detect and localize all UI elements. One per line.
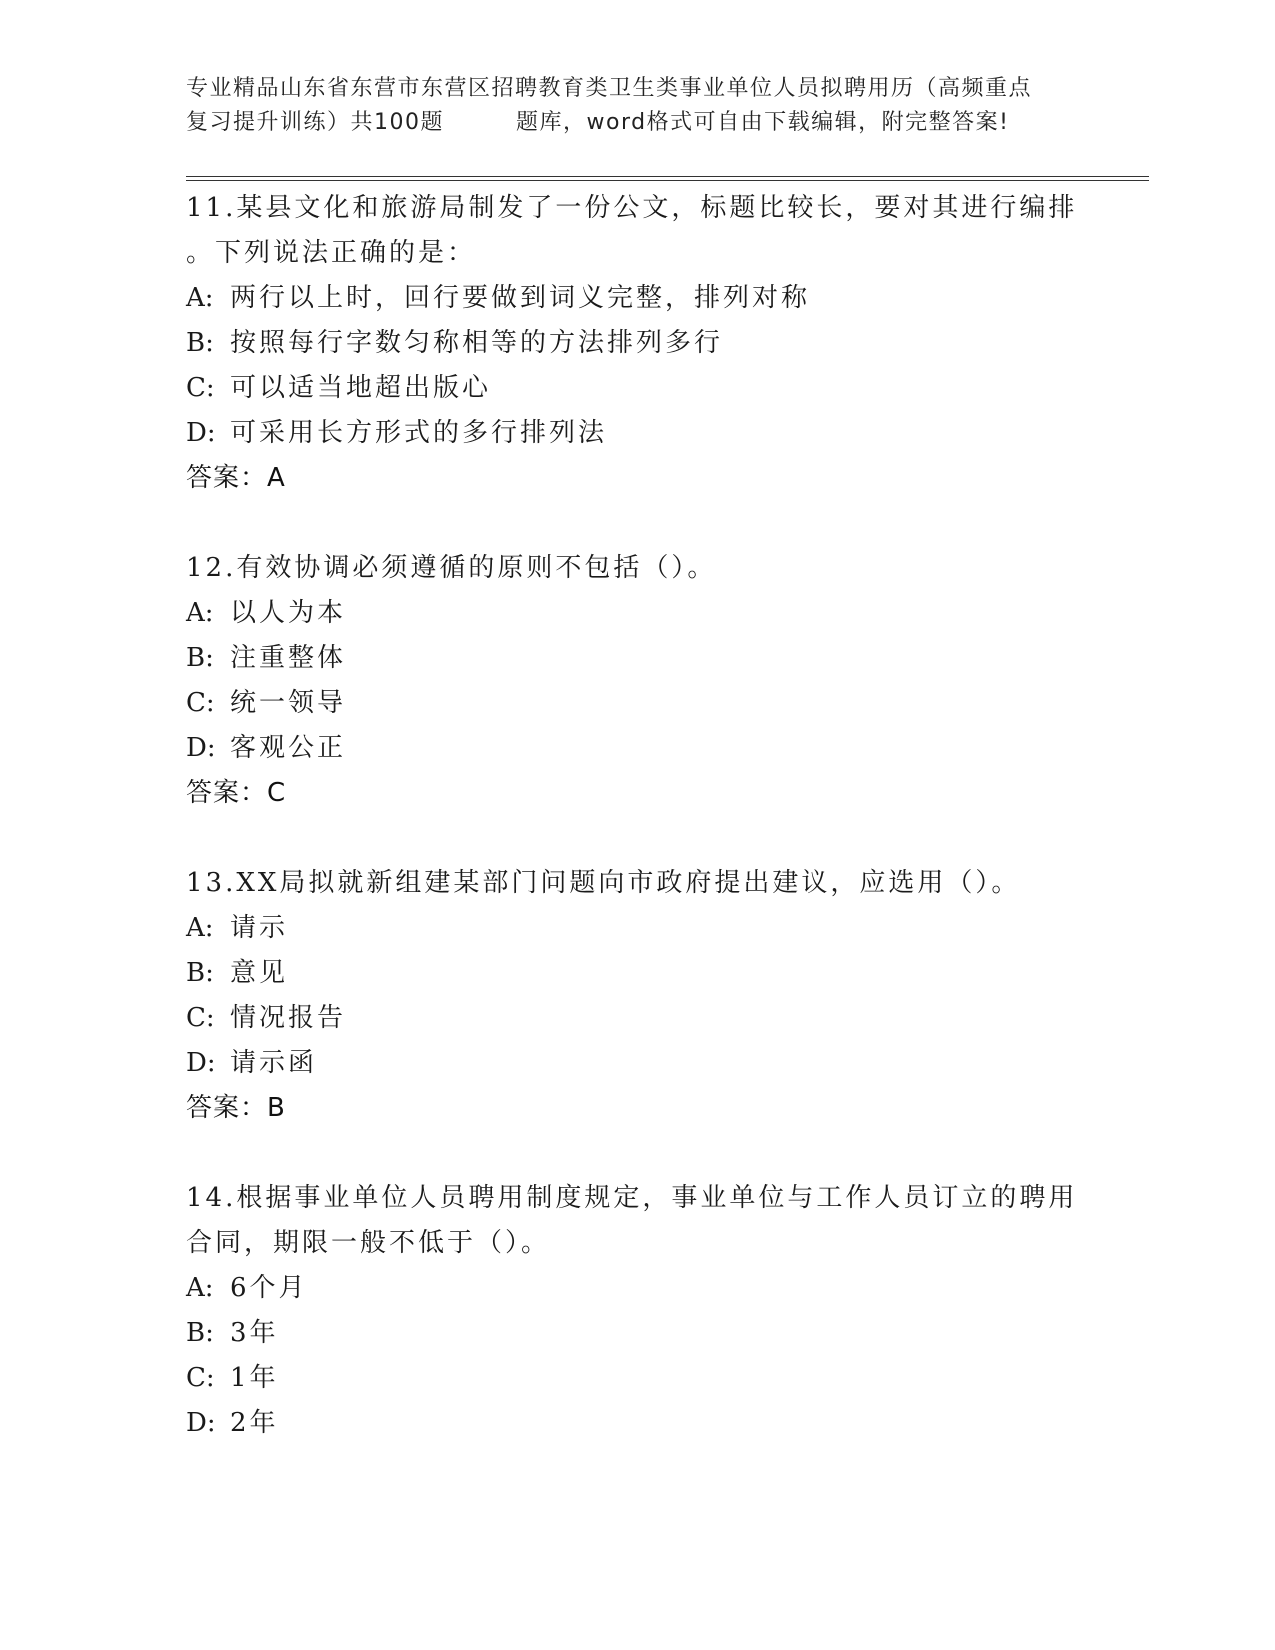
question-stem-line: 11.某县文化和旅游局制发了一份公文，标题比较长，要对其进行编排 — [186, 193, 1078, 223]
option-key: C: — [186, 688, 215, 718]
option-key: B: — [186, 958, 214, 988]
option-d — [186, 1401, 1086, 1446]
option-text: 1年 — [230, 1363, 279, 1393]
answer-line: 答案：A — [186, 463, 286, 493]
option-b — [186, 321, 1086, 366]
option-b — [186, 951, 1086, 996]
option-a — [186, 591, 1086, 636]
header-title-line2-left: 复习提升训练）共100题 — [186, 110, 444, 135]
option-b — [186, 1311, 1086, 1356]
answer-line: 答案：B — [186, 1093, 286, 1123]
header-title-line2-right: 题库，word格式可自由下载编辑，附完整答案! — [516, 110, 1010, 135]
option-text: 请示函 — [230, 1048, 318, 1078]
question-stem-line: 12.有效协调必须遵循的原则不包括（）。 — [186, 553, 717, 583]
option-text: 注重整体 — [230, 643, 347, 673]
question-12 — [186, 546, 1086, 816]
option-text: 情况报告 — [230, 1003, 347, 1033]
option-text: 2年 — [230, 1408, 279, 1438]
option-text: 3年 — [230, 1318, 279, 1348]
option-text: 统一领导 — [230, 688, 347, 718]
option-text: 6个月 — [230, 1273, 308, 1303]
question-11 — [186, 186, 1086, 501]
option-key: C: — [186, 1003, 215, 1033]
question-14 — [186, 1176, 1086, 1446]
question-stem-line: 。下列说法正确的是： — [186, 238, 477, 268]
option-key: D: — [186, 733, 216, 763]
option-a — [186, 906, 1086, 951]
option-key: D: — [186, 418, 216, 448]
header-double-rule — [186, 176, 1149, 181]
option-key: A: — [186, 913, 214, 943]
option-d — [186, 726, 1086, 771]
option-key: B: — [186, 328, 214, 358]
option-c — [186, 681, 1086, 726]
option-text: 可以适当地超出版心 — [230, 373, 492, 403]
option-key: A: — [186, 283, 214, 313]
option-key: A: — [186, 1273, 214, 1303]
option-c — [186, 366, 1086, 411]
option-key: B: — [186, 643, 214, 673]
option-key: C: — [186, 373, 215, 403]
option-a — [186, 276, 1086, 321]
option-d — [186, 411, 1086, 456]
question-stem-line: 13.XX局拟就新组建某部门问题向市政府提出建议，应选用（）。 — [186, 868, 1021, 898]
answer-line: 答案：C — [186, 778, 287, 808]
option-key: C: — [186, 1363, 215, 1393]
option-text: 客观公正 — [230, 733, 347, 763]
option-text: 两行以上时，回行要做到词义完整，排列对称 — [230, 283, 811, 313]
option-text: 意见 — [230, 958, 289, 988]
question-stem-line: 合同，期限一般不低于（）。 — [186, 1228, 551, 1258]
option-a — [186, 1266, 1086, 1311]
option-text: 请示 — [230, 913, 289, 943]
option-c — [186, 996, 1086, 1041]
question-stem-line: 14.根据事业单位人员聘用制度规定，事业单位与工作人员订立的聘用 — [186, 1183, 1078, 1213]
option-b — [186, 636, 1086, 681]
option-text: 按照每行字数匀称相等的方法排列多行 — [230, 328, 724, 358]
option-key: D: — [186, 1048, 216, 1078]
header-title-line1: 专业精品山东省东营市东营区招聘教育类卫生类事业单位人员拟聘用历（高频重点 — [186, 76, 1033, 101]
option-d — [186, 1041, 1086, 1086]
option-key: A: — [186, 598, 214, 628]
option-c — [186, 1356, 1086, 1401]
header-title-line2 — [186, 106, 1086, 140]
option-text: 以人为本 — [230, 598, 347, 628]
option-text: 可采用长方形式的多行排列法 — [230, 418, 608, 448]
option-key: D: — [186, 1408, 216, 1438]
question-13 — [186, 861, 1086, 1131]
question-list — [186, 186, 1086, 1491]
option-key: B: — [186, 1318, 214, 1348]
page-header — [186, 72, 1086, 140]
